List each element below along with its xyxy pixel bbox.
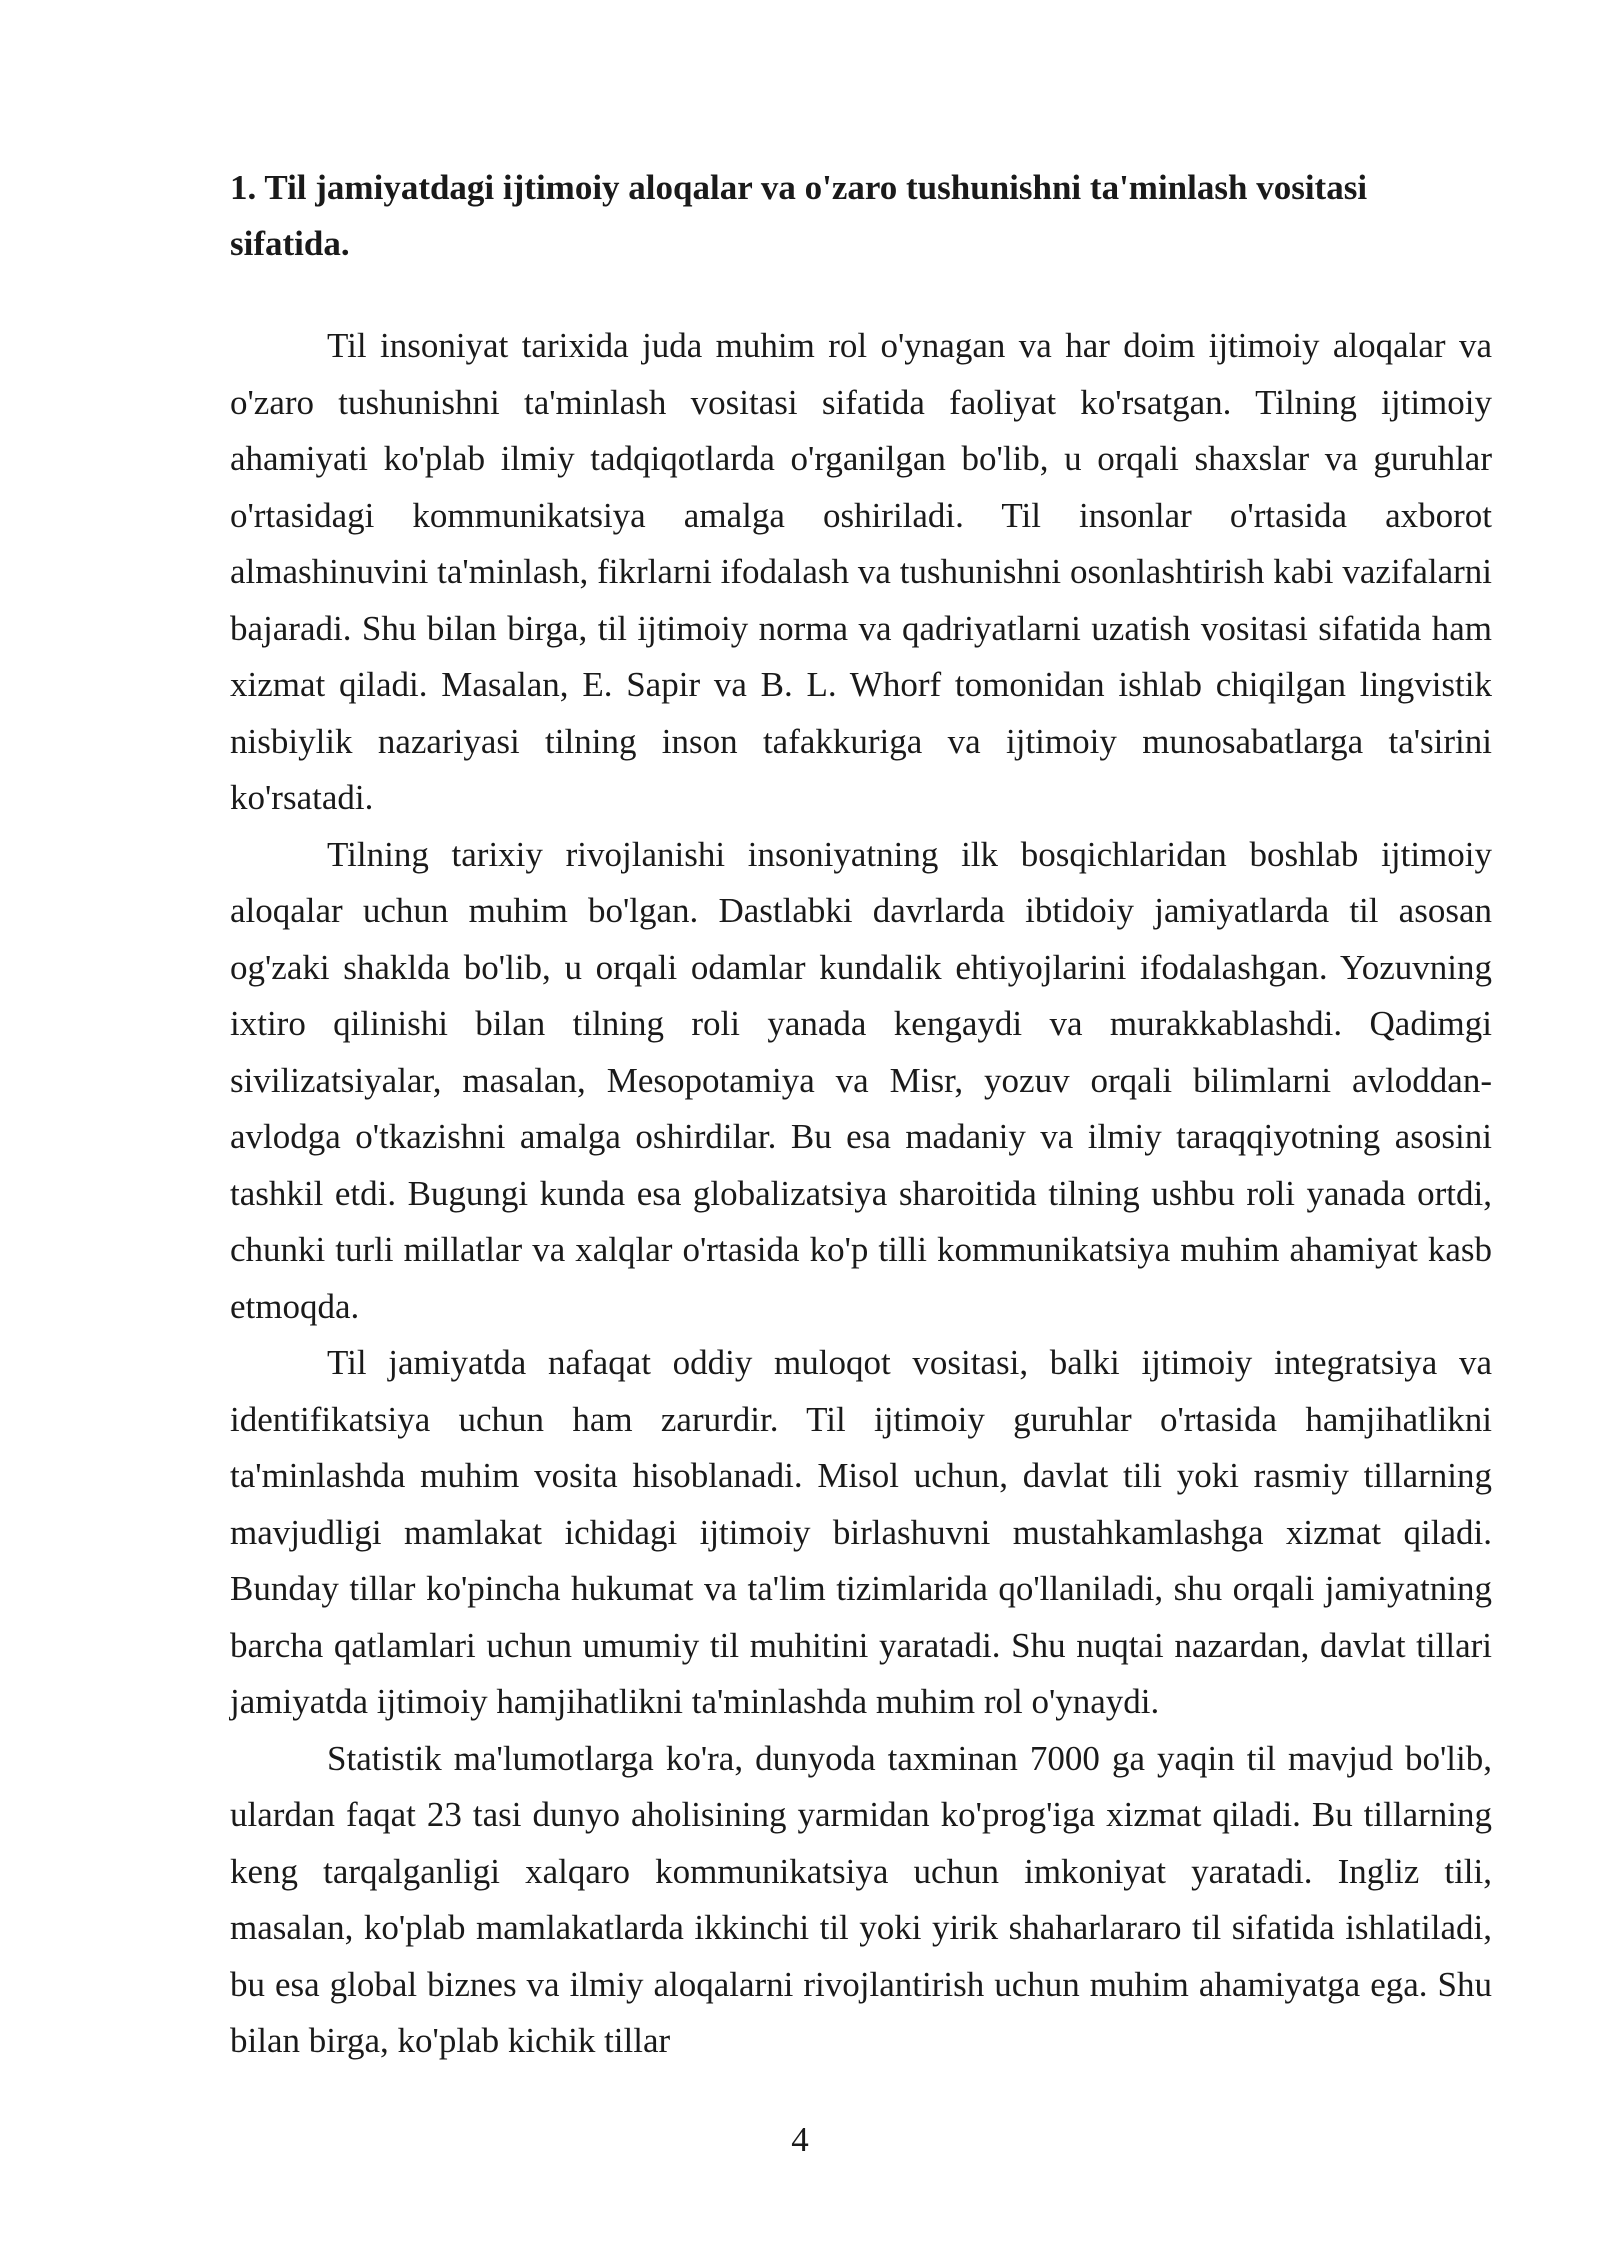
section-heading: 1. Til jamiyatdagi ijtimoiy aloqalar va o'zaro tushunishni ta'minlash vositasi sifatida.	[230, 168, 1368, 263]
body-paragraph-4: Statistik ma'lumotlarga ko'ra, dunyoda taxminan 7000 ga yaqin til mavjud bo'lib, ulardan faqat 23 tasi dunyo aholisining yarmidan ko'prog'iga xizmat qiladi. Bu tillarning keng tarqalganligi xalqaro kommunikatsiya uchun imkoniyat yaratadi. Ingliz tili, masalan, ko'plab mamlakatlarda ikkinchi til yoki yirik shaharlararo til sifatida ishlatiladi, bu esa global biznes va ilmiy aloqalarni rivojlantirish uchun muhim ahamiyatga ega. Shu bilan birga, ko'plab kichik tillar	[230, 1738, 1492, 2060]
body-paragraph-2: Tilning tarixiy rivojlanishi insoniyatning ilk bosqichlaridan boshlab ijtimoiy aloqalar uchun muhim bo'lgan. Dastlabki davrlarda ibtidoiy jamiyatlarda til asosan og'zaki shaklda bo'lib, u orqali odamlar kundalik ehtiyojlarini ifodalashgan. Yozuvning ixtiro qilinishi bilan tilning roli yanada kengaydi va murakkablashdi. Qadimgi sivilizatsiyalar, masalan, Mesopotamiya va Misr, yozuv orqali bilimlarni avloddan-avlodga o'tkazishni amalga oshirdilar. Bu esa madaniy va ilmiy taraqqiyotning asosini tashkil etdi. Bugungi kunda esa globalizatsiya sharoitida tilning ushbu roli yanada ortdi, chunki turli millatlar va xalqlar o'rtasida ko'p tilli kommunikatsiya muhim ahamiyat kasb etmoqda.	[230, 834, 1492, 1326]
page-number: 4	[791, 2120, 809, 2159]
body-paragraph-3: Til jamiyatda nafaqat oddiy muloqot vositasi, balki ijtimoiy integratsiya va identifikatsiya uchun ham zarurdir. Til ijtimoiy guruhlar o'rtasida hamjihatlikni ta'minlashda muhim vosita hisoblanadi. Misol uchun, davlat tili yoki rasmiy tillarning mavjudligi mamlakat ichidagi ijtimoiy birlashuvni mustahkamlashga xizmat qiladi. Bunday tillar ko'pincha hukumat va ta'lim tizimlarida qo'llaniladi, shu orqali jamiyatning barcha qatlamlari uchun umumiy til muhitini yaratadi. Shu nuqtai nazardan, davlat tillari jamiyatda ijtimoiy hamjihatlikni ta'minlashda muhim rol o'ynaydi.	[230, 1343, 1492, 1721]
page-content	[230, 160, 1492, 2070]
body-paragraph-1: Til insoniyat tarixida juda muhim rol o'ynagan va har doim ijtimoiy aloqalar va o'zaro tushunishni ta'minlash vositasi sifatida faoliyat ko'rsatgan. Tilning ijtimoiy ahamiyati ko'plab ilmiy tadqiqotlarda o'rganilgan bo'lib, u orqali shaxslar va guruhlar o'rtasidagi kommunikatsiya amalga oshiriladi. Til insonlar o'rtasida axborot almashinuvini ta'minlash, fikrlarni ifodalash va tushunishni osonlashtirish kabi vazifalarni bajaradi. Shu bilan birga, til ijtimoiy norma va qadriyatlarni uzatish vositasi sifatida ham xizmat qiladi. Masalan, E. Sapir va B. L. Whorf tomonidan ishlab chiqilgan lingvistik nisbiylik nazariyasi tilning inson tafakkuriga va ijtimoiy munosabatlarga ta'sirini ko'rsatadi.	[230, 326, 1492, 817]
